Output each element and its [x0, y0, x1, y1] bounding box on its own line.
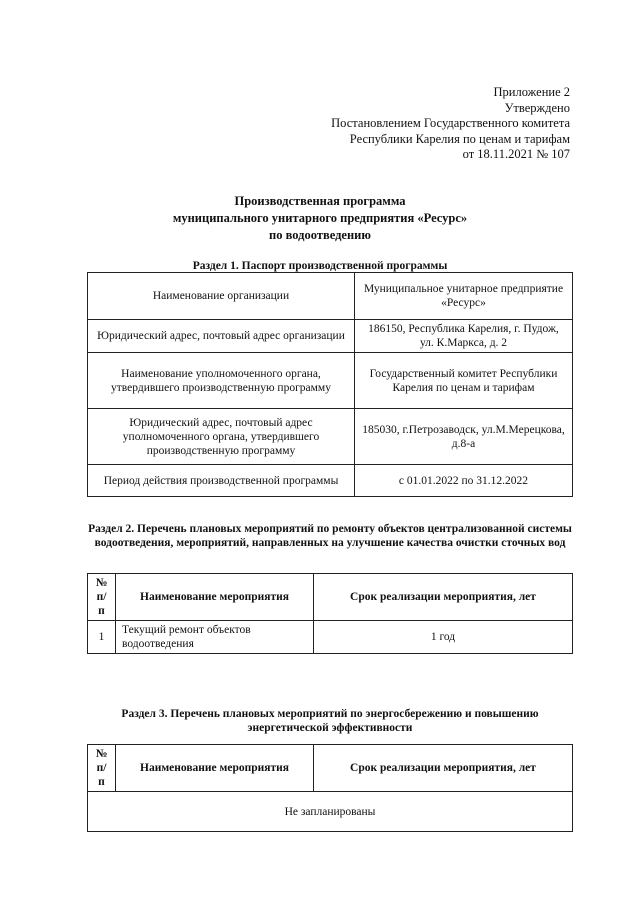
- committee-line: Республики Карелия по ценам и тарифам: [349, 131, 570, 146]
- row-label: Период действия производственной программы: [88, 465, 355, 497]
- resolution-line: Постановлением Государственного комитета: [331, 116, 570, 130]
- table-row: [88, 273, 573, 320]
- section1-heading: Раздел 1. Паспорт производственной программы: [192, 260, 448, 272]
- title-line-1: Производственная программа: [234, 194, 406, 208]
- row-term: 1 год: [314, 621, 573, 654]
- section2-heading: Раздел 2. Перечень плановых мероприятий по ремонту объектов централизованной системы водоотведения, мероприятий, направленных на улучшение качества очистки сточных вод: [88, 523, 572, 549]
- column-header-number: № п/п: [88, 745, 116, 792]
- row-value: 186150, Республика Карелия, г. Пудож, ул. К.Маркса, д. 2: [355, 320, 573, 353]
- section2-table: [87, 573, 573, 654]
- table-row: [88, 353, 573, 409]
- row-value: с 01.01.2022 по 31.12.2022: [355, 465, 573, 497]
- row-label: Юридический адрес, почтовый адрес уполномоченного органа, утвердившего производственную программу: [88, 409, 355, 465]
- title-line-2: муниципального унитарного предприятия «Ресурс»: [172, 211, 468, 225]
- column-header-term: Срок реализации мероприятия, лет: [314, 745, 573, 792]
- row-value: Государственный комитет Республики Карелия по ценам и тарифам: [355, 353, 573, 409]
- row-label: Наименование уполномоченного органа, утвердившего производственную программу: [88, 353, 355, 409]
- row-name: Текущий ремонт объектов водоотведения: [116, 621, 314, 654]
- table-header-row: [88, 745, 573, 792]
- column-header-name: Наименование мероприятия: [116, 745, 314, 792]
- table-row: [88, 621, 573, 654]
- resolution-date: от 18.11.2021 № 107: [462, 147, 570, 161]
- section3-heading: Раздел 3. Перечень плановых мероприятий по энергосбережению и повышению энергетической эффективности: [121, 708, 539, 734]
- passport-table: [87, 272, 573, 497]
- column-header-name: Наименование мероприятия: [116, 574, 314, 621]
- row-value: Муниципальное унитарное предприятие «Ресурс»: [355, 273, 573, 320]
- approved-label: Утверждено: [504, 100, 570, 115]
- row-value: 185030, г.Петрозаводск, ул.М.Мерецкова, д.8-а: [355, 409, 573, 465]
- approval-block: [331, 85, 570, 163]
- appendix-number: Приложение 2: [493, 85, 570, 99]
- column-header-number: № п/п: [88, 574, 116, 621]
- table-header-row: [88, 574, 573, 621]
- row-label: Юридический адрес, почтовый адрес организации: [88, 320, 355, 353]
- table-row: [88, 465, 573, 497]
- section3-table: [87, 744, 573, 832]
- column-header-term: Срок реализации мероприятия, лет: [314, 574, 573, 621]
- document-title: [0, 193, 640, 244]
- row-label: Наименование организации: [88, 273, 355, 320]
- table-row: [88, 320, 573, 353]
- empty-note: Не запланированы: [88, 792, 573, 832]
- title-line-3: по водоотведению: [269, 228, 371, 242]
- table-row: [88, 409, 573, 465]
- table-row: [88, 792, 573, 832]
- row-number: 1: [88, 621, 116, 654]
